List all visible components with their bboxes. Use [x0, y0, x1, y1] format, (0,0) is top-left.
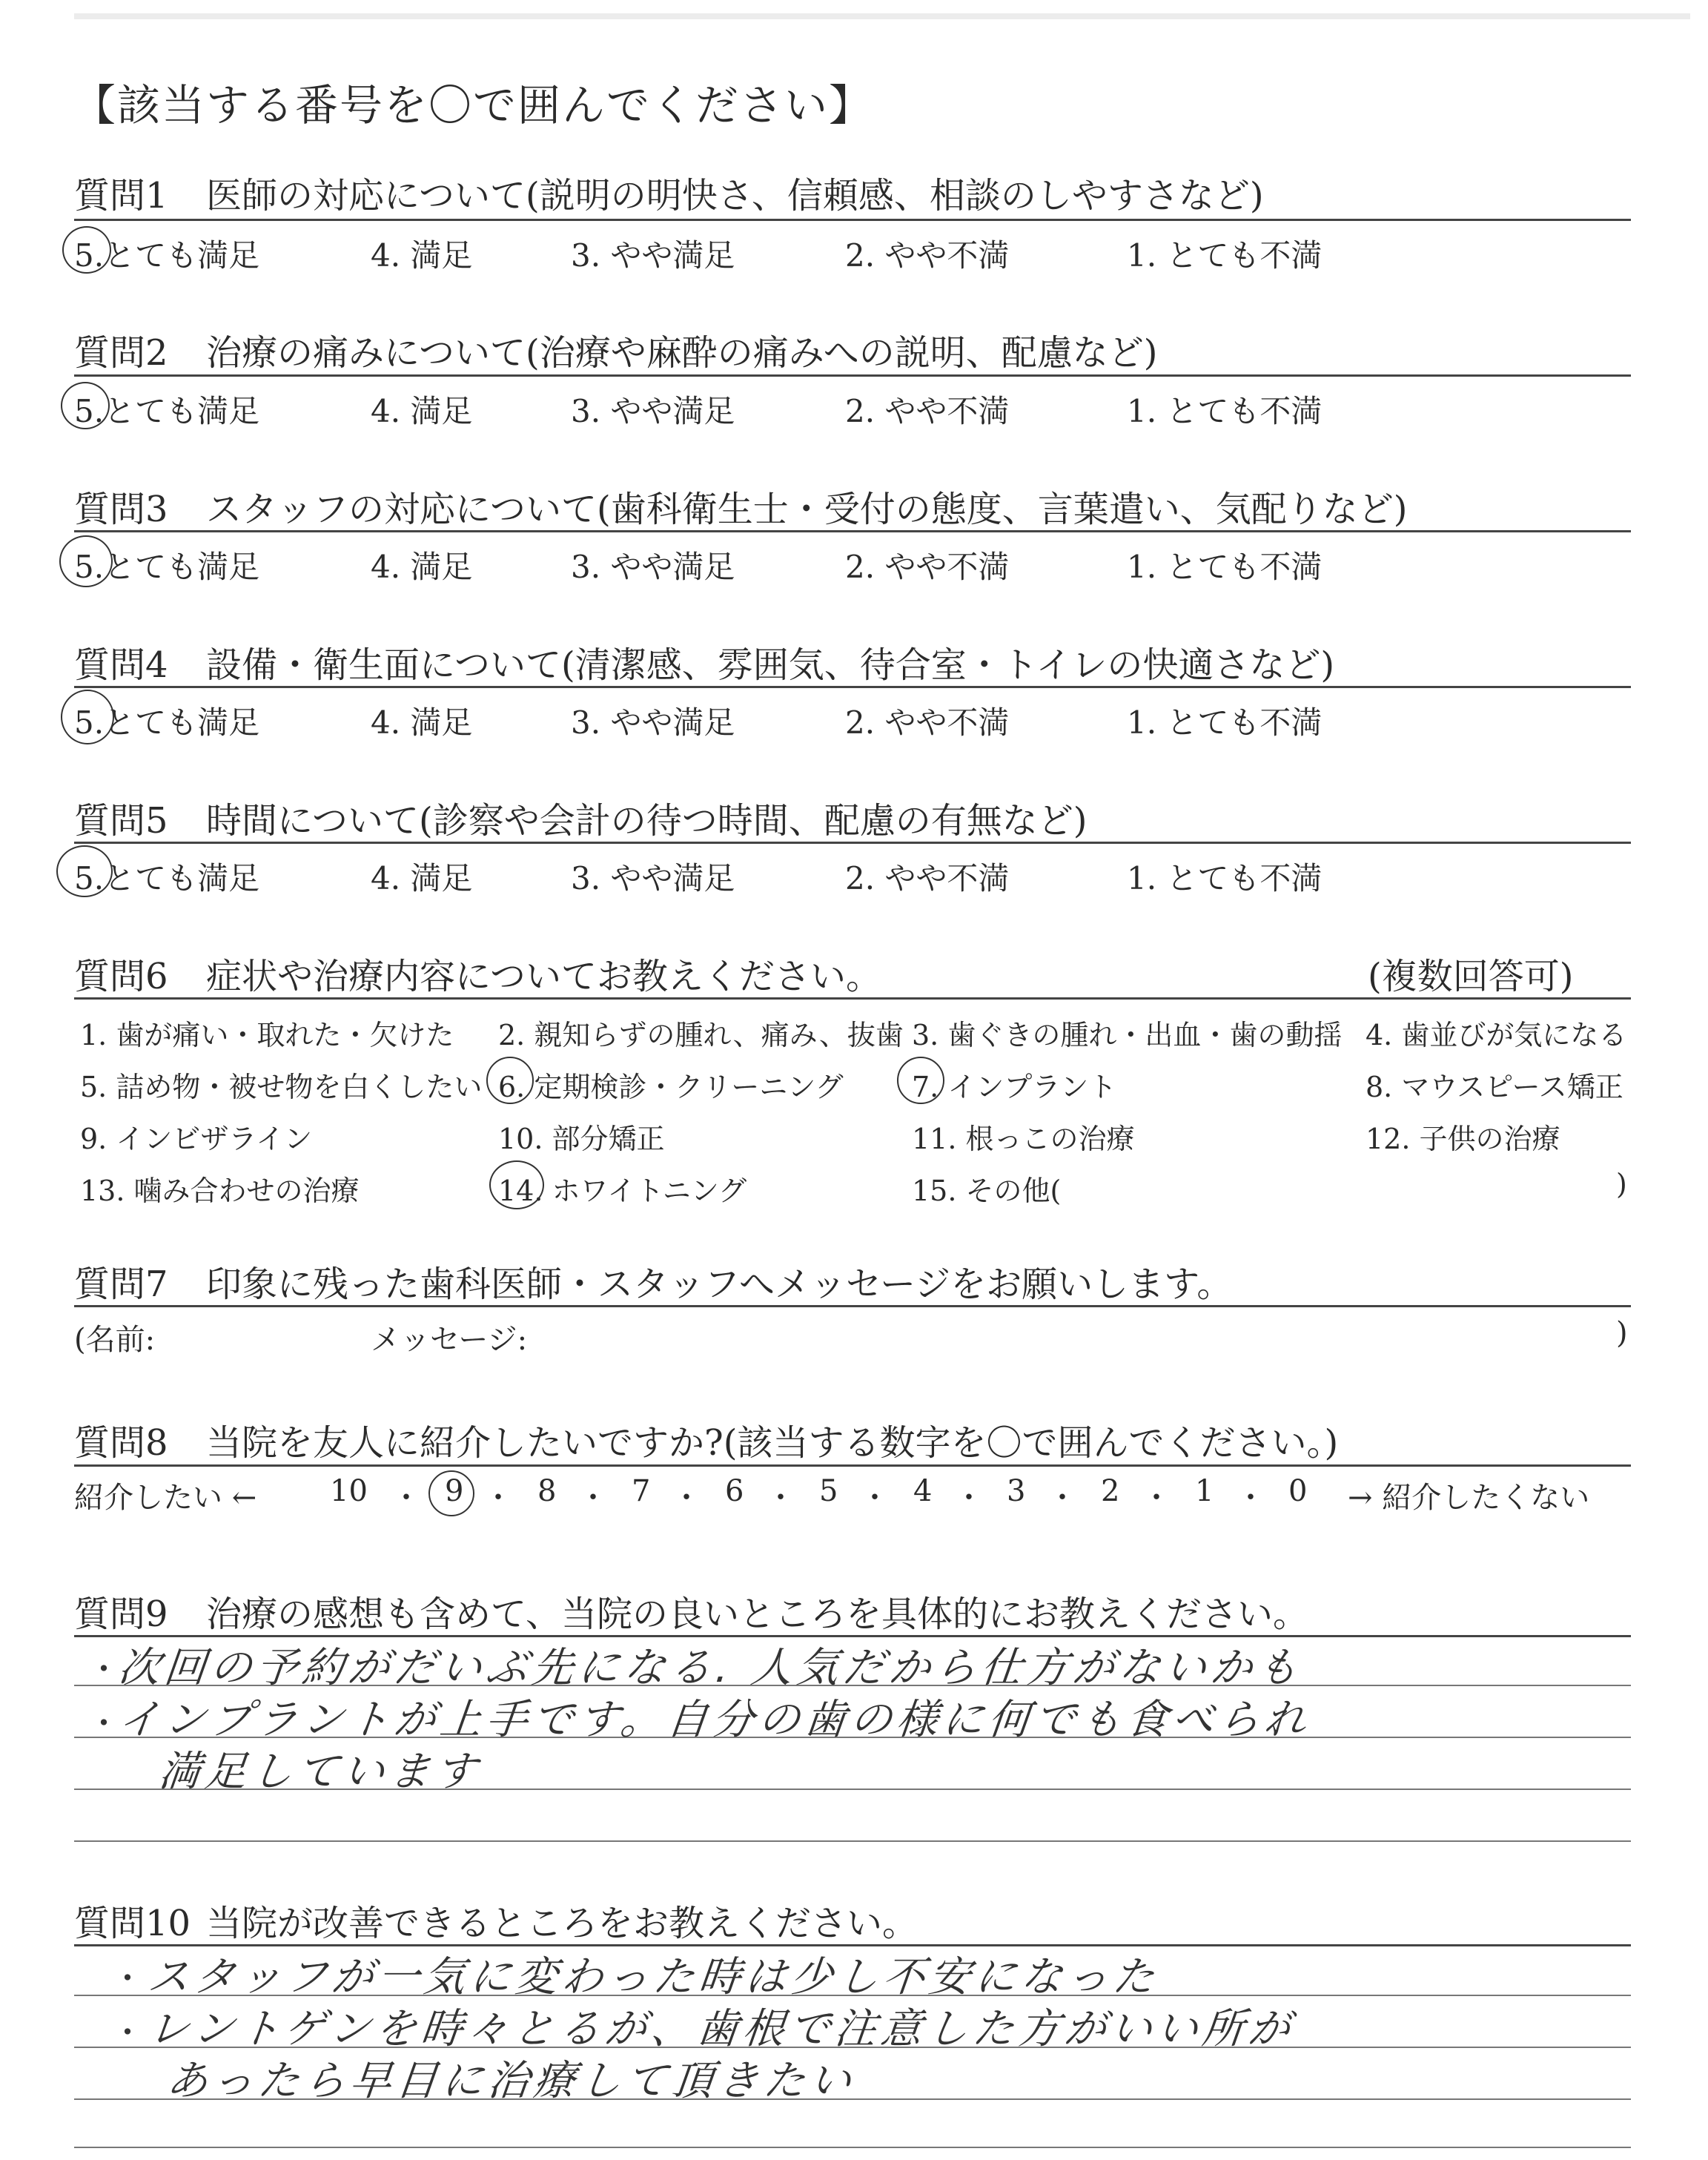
q4-option-3[interactable]: 3. やや満足 — [571, 704, 735, 741]
q8-dot: ・ — [672, 1481, 701, 1515]
q7-close-paren: ) — [1616, 1316, 1628, 1350]
question-text: 印象に残った歯科医師・スタッフへメッセージをお願いします。 — [206, 1264, 1233, 1305]
q8-scale-5[interactable]: 5 — [819, 1474, 838, 1508]
q6-option-6[interactable]: 6. 定期検診・クリーニング — [498, 1071, 844, 1103]
q9-handwritten-line-2: インプラントが上手です。自分の歯の様に何でも食べられ — [116, 1696, 1313, 1744]
q3-option-2[interactable]: 2. やや不満 — [845, 549, 1010, 585]
q6-selection-circle-6 — [486, 1057, 534, 1104]
question-5-title — [74, 792, 1088, 843]
q8-scale-7[interactable]: 7 — [632, 1474, 651, 1508]
q6-option-7[interactable]: 7. インプラント — [912, 1071, 1117, 1103]
question-4-title — [74, 636, 1334, 687]
question-1-title — [74, 167, 1264, 218]
question-7-rule — [74, 1305, 1631, 1307]
q1-option-4[interactable]: 4. 満足 — [371, 237, 473, 274]
q9-handwritten-line-1: 次回の予約がだいぶ先になる. 人気だから仕方がないかも — [116, 1644, 1305, 1692]
question-number: 質問2 — [74, 332, 168, 374]
q8-dot: ・ — [766, 1481, 795, 1515]
question-number: 質問6 — [74, 956, 168, 997]
q3-option-1[interactable]: 1. とても不満 — [1127, 549, 1323, 585]
q3-selection-circle — [59, 535, 113, 587]
q7-name-label[interactable]: (名前: — [74, 1323, 156, 1357]
q3-option-5[interactable]: 5.とても満足 — [74, 549, 260, 585]
question-6-rule — [74, 997, 1631, 1000]
q8-dot: ・ — [578, 1481, 608, 1515]
answer-bullet: ・ — [111, 1960, 144, 1998]
question-9-title — [74, 1585, 1308, 1636]
question-text: 治療の感想も含めて、当院の良いところを具体的にお教えください。 — [206, 1593, 1309, 1635]
q6-other-close: ) — [1616, 1168, 1627, 1200]
q6-option-9[interactable]: 9. インビザライン — [80, 1123, 313, 1155]
question-1-rule — [74, 219, 1631, 221]
question-number: 質問1 — [74, 175, 168, 217]
q2-option-5[interactable]: 5.とても満足 — [74, 393, 260, 429]
question-4-rule — [74, 686, 1631, 688]
q8-left-label: 紹介したい ← — [74, 1481, 257, 1515]
q8-scale-2[interactable]: 2 — [1101, 1474, 1120, 1508]
q8-scale-0[interactable]: 0 — [1288, 1474, 1308, 1508]
q6-option-2[interactable]: 2. 親知らずの腫れ、痛み、抜歯 — [498, 1019, 904, 1051]
q1-option-1[interactable]: 1. とても不満 — [1127, 237, 1323, 274]
q6-selection-circle-7 — [897, 1057, 944, 1104]
q4-selection-circle — [61, 690, 114, 744]
q5-option-2[interactable]: 2. やや不満 — [845, 860, 1010, 896]
q8-dot: ・ — [1236, 1481, 1265, 1515]
q8-scale-10[interactable]: 10 — [330, 1474, 368, 1508]
q5-option-4[interactable]: 4. 満足 — [371, 860, 473, 896]
q7-message-label[interactable]: メッセージ: — [371, 1323, 528, 1357]
q6-option-13[interactable]: 13. 噛み合わせの治療 — [80, 1175, 360, 1207]
q2-option-2[interactable]: 2. やや不満 — [845, 393, 1010, 429]
question-text: 設備・衛生面について(清潔感、雰囲気、待合室・トイレの快適さなど) — [206, 644, 1335, 686]
q6-option-1[interactable]: 1. 歯が痛い・取れた・欠けた — [80, 1019, 454, 1051]
q5-option-3[interactable]: 3. やや満足 — [571, 860, 735, 896]
scan-top-edge — [74, 13, 1690, 19]
q1-option-2[interactable]: 2. やや不満 — [845, 237, 1010, 274]
q5-option-1[interactable]: 1. とても不満 — [1127, 860, 1323, 896]
q2-option-3[interactable]: 3. やや満足 — [571, 393, 735, 429]
question-text: スタッフの対応について(歯科衛生士・受付の態度、言葉遣い、気配りなど) — [206, 489, 1408, 530]
q6-option-12[interactable]: 12. 子供の治療 — [1366, 1123, 1560, 1155]
q2-selection-circle — [61, 382, 110, 429]
q8-dot: ・ — [954, 1481, 984, 1515]
q10-handwritten-line-3: あったら早目に治療して頂きたい — [164, 2057, 858, 2105]
answer-bullet: ・ — [87, 1651, 120, 1688]
q4-option-5[interactable]: 5.とても満足 — [74, 704, 260, 741]
question-2-title — [74, 324, 1158, 375]
q1-option-5[interactable]: 5.とても満足 — [74, 237, 260, 274]
question-number: 質問10 — [74, 1903, 191, 1944]
question-text: 時間について(診察や会計の待つ時間、配慮の有無など) — [206, 800, 1088, 842]
q4-option-1[interactable]: 1. とても不満 — [1127, 704, 1323, 741]
q8-scale-9[interactable]: 9 — [445, 1474, 464, 1508]
q1-option-3[interactable]: 3. やや満足 — [571, 237, 735, 274]
q8-scale-8[interactable]: 8 — [537, 1474, 557, 1508]
question-number: 質問3 — [74, 489, 168, 530]
answer-bullet: ・ — [111, 2014, 144, 2052]
answer-line — [74, 2147, 1631, 2148]
question-text: 当院が改善できるところをお教えください。 — [206, 1903, 918, 1944]
q6-option-14[interactable]: 14. ホワイトニング — [498, 1175, 747, 1207]
q5-option-5[interactable]: 5.とても満足 — [74, 860, 260, 896]
question-text: 当院を友人に紹介したいですか?(該当する数字を〇で囲んでください。) — [206, 1422, 1339, 1464]
q8-scale-6[interactable]: 6 — [725, 1474, 744, 1508]
q6-selection-circle-14 — [489, 1160, 544, 1209]
q2-option-1[interactable]: 1. とても不満 — [1127, 393, 1323, 429]
question-text: 医師の対応について(説明の明快さ、信頼感、相談のしやすさなど) — [206, 175, 1264, 217]
question-number: 質問9 — [74, 1593, 168, 1635]
q8-scale-3[interactable]: 3 — [1007, 1474, 1026, 1508]
question-8-title — [74, 1414, 1338, 1465]
question-text: 治療の痛みについて(治療や麻酔の痛みへの説明、配慮など) — [206, 332, 1158, 374]
q1-selection-circle — [62, 226, 111, 274]
q8-dot: ・ — [1142, 1481, 1171, 1515]
q6-option-10[interactable]: 10. 部分矯正 — [498, 1123, 665, 1155]
q8-dot: ・ — [391, 1481, 421, 1515]
answer-line — [74, 1840, 1631, 1842]
question-3-title — [74, 480, 1408, 532]
q3-option-4[interactable]: 4. 満足 — [371, 549, 473, 585]
question-number: 質問8 — [74, 1422, 168, 1464]
q8-right-label: → 紹介したくない — [1348, 1481, 1590, 1515]
q3-option-3[interactable]: 3. やや満足 — [571, 549, 735, 585]
question-7-title — [74, 1255, 1232, 1307]
q6-option-4[interactable]: 4. 歯並びが気になる — [1366, 1019, 1627, 1051]
q8-dot: ・ — [860, 1481, 890, 1515]
question-6-note: (複数回答可) — [1368, 956, 1574, 997]
q4-option-4[interactable]: 4. 満足 — [371, 704, 473, 741]
q2-option-4[interactable]: 4. 満足 — [371, 393, 473, 429]
q6-option-8[interactable]: 8. マウスピース矯正 — [1366, 1071, 1623, 1103]
q6-option-3[interactable]: 3. 歯ぐきの腫れ・出血・歯の動揺 — [912, 1019, 1343, 1051]
question-2-rule — [74, 374, 1631, 377]
question-3-rule — [74, 530, 1631, 532]
question-number: 質問5 — [74, 800, 168, 842]
q10-handwritten-line-1: スタッフが一気に変わった時は少し不安になった — [145, 1953, 1162, 2001]
question-number: 質問4 — [74, 644, 168, 686]
question-number: 質問7 — [74, 1264, 168, 1305]
q8-dot: ・ — [483, 1481, 513, 1515]
q8-scale-4[interactable]: 4 — [913, 1474, 933, 1508]
answer-bullet: ・ — [87, 1705, 120, 1743]
q8-dot: ・ — [1047, 1481, 1077, 1515]
q6-option-15[interactable]: 15. その他( — [912, 1175, 1062, 1207]
q10-handwritten-line-2: レントゲンを時々とるが、歯根で注意した方がいい所が — [145, 2005, 1297, 2053]
question-8-rule — [74, 1464, 1631, 1467]
q4-option-2[interactable]: 2. やや不満 — [845, 704, 1010, 741]
q6-option-5[interactable]: 5. 詰め物・被せ物を白くしたい — [80, 1071, 483, 1103]
question-6-title — [74, 948, 881, 999]
q9-handwritten-line-3: 満足しています — [156, 1748, 483, 1796]
page-heading: 【該当する番号を〇で囲んでください】 — [73, 80, 874, 131]
question-10-title — [74, 1895, 918, 1946]
q8-scale-1[interactable]: 1 — [1195, 1474, 1214, 1508]
q5-selection-circle — [56, 845, 113, 897]
question-5-rule — [74, 842, 1631, 844]
q8-selection-circle — [428, 1470, 474, 1516]
q6-option-11[interactable]: 11. 根っこの治療 — [912, 1123, 1135, 1155]
question-text: 症状や治療内容についてお教えください。 — [206, 956, 882, 997]
